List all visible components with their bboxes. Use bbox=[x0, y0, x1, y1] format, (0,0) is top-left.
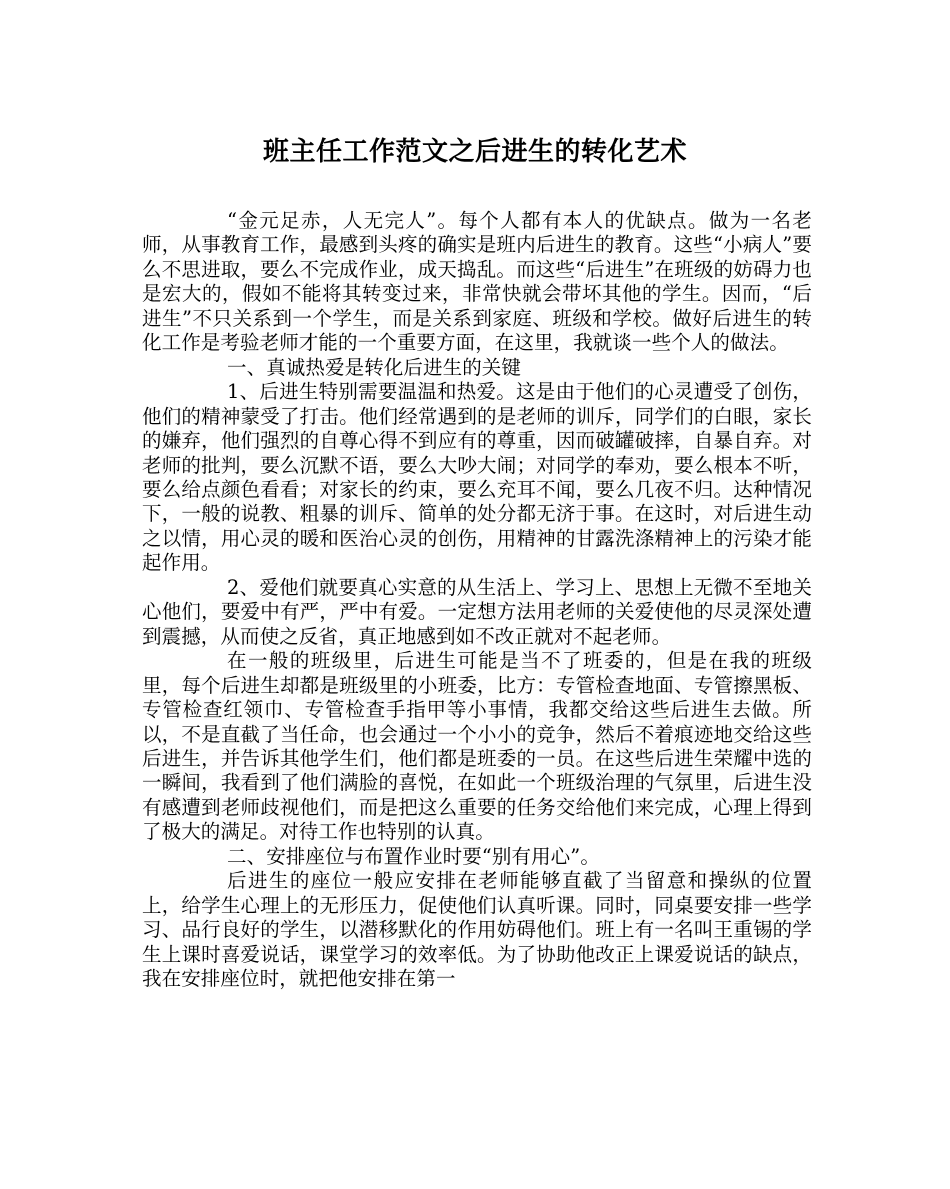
paragraph-seating: 后进生的座位一般应安排在老师能够直截了当留意和操纵的位置上，给学生心理上的无形压力，促使他们认真听课。同时，同桌要安排一些学习、品行良好的学生，以潜移默化的作用妨碍他们。班上有一名叫王重锡的学生上课时喜爱说话，课堂学习的效率低。为了协助他改正上课爱说话的缺点，我在安排座位时，就把他安排在第一 bbox=[142, 869, 812, 991]
document-body bbox=[142, 209, 812, 992]
paragraph-point-2: 2、爱他们就要真心实意的从生活上、学习上、思想上无微不至地关心他们，要爱中有严，严中有爱。一定想方法用老师的关爱使他的尽灵深处遭到震撼，从而使之反省，真正地感到如不改正就对不起老师。 bbox=[142, 575, 812, 648]
paragraph-point-1: 1、后进生特别需要温温和热爱。这是由于他们的心灵遭受了创伤，他们的精神蒙受了打击。他们经常遇到的是老师的训斥，同学们的白眼，家长的嫌弃，他们强烈的自尊心得不到应有的尊重，因而破罐破摔，自暴自弃。对老师的批判，要么沉默不语，要么大吵大闹；对同学的奉劝，要么根本不听，要么给点颜色看看；对家长的约束，要么充耳不闻，要么几夜不归。达种情况下，一般的说教、粗暴的训斥、简单的处分都无济于事。在这时，对后进生动之以情，用心灵的暖和医治心灵的创伤，用精神的甘露洗涤精神上的污染才能起作用。 bbox=[142, 380, 812, 575]
section-heading-2: 二、安排座位与布置作业时要“别有用心”。 bbox=[227, 844, 600, 868]
document-title: 班主任工作范文之后进生的转化艺术 bbox=[262, 137, 687, 167]
paragraph-intro: “金元足赤，人无完人”。每个人都有本人的优缺点。做为一名老师，从事教育工作，最感到头疼的确实是班内后进生的教育。这些“小病人”要么不思进取，要么不完成作业，成天捣乱。而这些“后进生”在班级的妨碍力也是宏大的，假如不能将其转变过来，非常快就会带坏其他的学生。因而，“后进生”不只关系到一个学生，而是关系到家庭、班级和学校。做好后进生的转化工作是考验老师才能的一个重要方面，在这里，我就谈一些个人的做法。 bbox=[142, 209, 812, 355]
paragraph-class-committee: 在一般的班级里，后进生可能是当不了班委的，但是在我的班级里，每个后进生却都是班级里的小班委，比方：专管检查地面、专管擦黑板、专管检查红领巾、专管检查手指甲等小事情，我都交给这些后进生去做。所以，不是直截了当任命，也会通过一个小小的竞争，然后不着痕迹地交给这些后进生，并告诉其他学生们，他们都是班委的一员。在这些后进生荣耀中选的一瞬间，我看到了他们满脸的喜悦，在如此一个班级治理的气氛里，后进生没有感遭到老师歧视他们，而是把这么重要的任务交给他们来完成，心理上得到了极大的满足。对待工作也特别的认真。 bbox=[142, 649, 812, 844]
section-heading-1: 一、真诚热爱是转化后进生的关键 bbox=[227, 355, 522, 379]
